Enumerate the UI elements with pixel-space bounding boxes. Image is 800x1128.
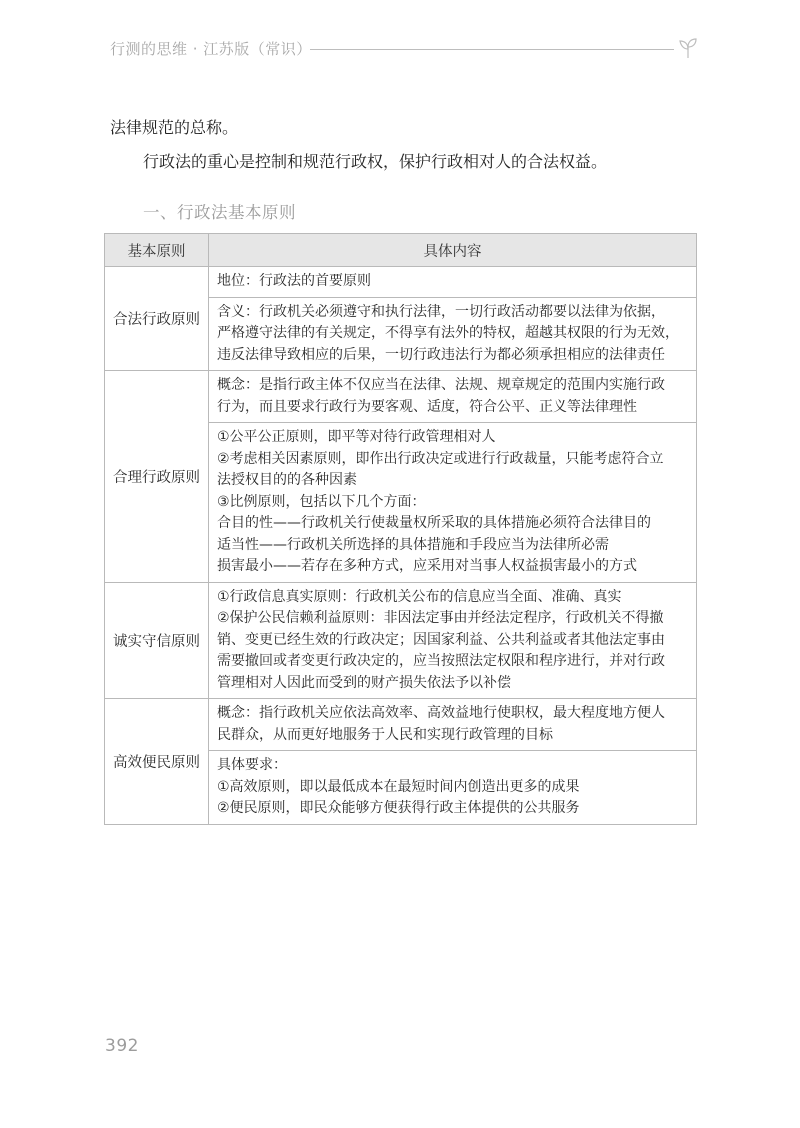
content-cell <box>209 297 697 371</box>
content-line: 合目的性——行政机关行使裁量权所采取的具体措施必须符合法律目的 <box>217 515 651 531</box>
content-line: ②考虑相关因素原则，即作出行政决定或进行行政裁量，只能考虑符合立 <box>217 450 664 467</box>
content-line: ②便民原则，即民众能够方便获得行政主体提供的公共服务 <box>217 800 580 816</box>
paragraph-body: 行政法的重心是控制和规范行政权，保护行政相对人的合法权益。 <box>143 152 608 171</box>
column-header-principle: 基本原则 <box>105 234 209 267</box>
content-line: 概念：是指行政主体不仅应当在法律、法规、规章规定的范围内实施行政 <box>217 377 665 393</box>
principle-name-cell: 合理行政原则 <box>105 371 209 583</box>
principle-name-cell: 高效便民原则 <box>105 699 209 825</box>
content-cell <box>209 423 697 583</box>
table-row <box>105 267 697 298</box>
content-line: 严格遵守法律的有关规定，不得享有法外的特权，超越其权限的行为无效， <box>217 325 679 341</box>
content-cell <box>209 699 697 751</box>
sprout-icon <box>676 36 700 60</box>
column-header-content: 具体内容 <box>209 234 697 267</box>
table-row <box>105 371 697 423</box>
running-header <box>110 36 700 66</box>
content-line: 销、变更已经生效的行政决定；因国家利益、公共利益或者其他法定事由 <box>217 631 665 648</box>
content-line: 含义：行政机关必须遵守和执行法律，一切行政活动都要以法律为依据， <box>217 303 665 320</box>
content-line: 适当性——行政机关所选择的具体措施和手段应当为法律所必需 <box>217 536 609 553</box>
content-line: ③比例原则，包括以下几个方面： <box>217 493 426 510</box>
content-line: ①公平公正原则，即平等对待行政管理相对人 <box>217 429 496 445</box>
content-cell <box>209 371 697 423</box>
content-line: 法授权目的的各种因素 <box>217 472 357 488</box>
content-line: 行为，而且要求行政行为要客观、适度，符合公平、正义等法律理性 <box>217 398 637 415</box>
page-number: 392 <box>105 1036 139 1056</box>
header-rule <box>310 49 674 50</box>
content-line: 需要撤回或者变更行政决定的，应当按照法定权限和程序进行，并对行政 <box>217 653 665 669</box>
content-line: ①高效原则，即以最低成本在最短时间内创造出更多的成果 <box>217 778 580 795</box>
content-line: ①行政信息真实原则：行政机关公布的信息应当全面、准确、真实 <box>217 588 622 605</box>
running-title: 行测的思维 · 江苏版（常识） <box>110 40 312 58</box>
table-row <box>105 582 697 699</box>
content-line: 管理相对人因此而受到的财产损失依法予以补偿 <box>217 674 511 691</box>
table-header-row <box>105 234 697 267</box>
content-line: 违反法律导致相应的后果，一切行政违法行为都必须承担相应的法律责任 <box>217 346 665 363</box>
content-line: 具体要求： <box>217 757 287 773</box>
content-line: 地位：行政法的首要原则 <box>217 273 371 289</box>
table-row <box>105 699 697 751</box>
content-line: 损害最小——若存在多种方式，应采用对当事人权益损害最小的方式 <box>217 558 637 574</box>
principle-name-cell: 合法行政原则 <box>105 267 209 371</box>
section-heading: 一、行政法基本原则 <box>143 203 296 222</box>
paragraph-continuation: 法律规范的总称。 <box>110 118 239 137</box>
content-line: ②保护公民信赖利益原则：非因法定事由并经法定程序，行政机关不得撤 <box>217 610 664 626</box>
content-cell <box>209 582 697 699</box>
content-line: 概念：指行政机关应依法高效率、高效益地行使职权，最大程度地方便人 <box>217 705 665 721</box>
content-line: 民群众，从而更好地服务于人民和实现行政管理的目标 <box>217 726 553 743</box>
principle-name-cell: 诚实守信原则 <box>105 582 209 699</box>
content-cell <box>209 267 697 298</box>
principles-table <box>104 233 697 825</box>
content-cell <box>209 751 697 825</box>
